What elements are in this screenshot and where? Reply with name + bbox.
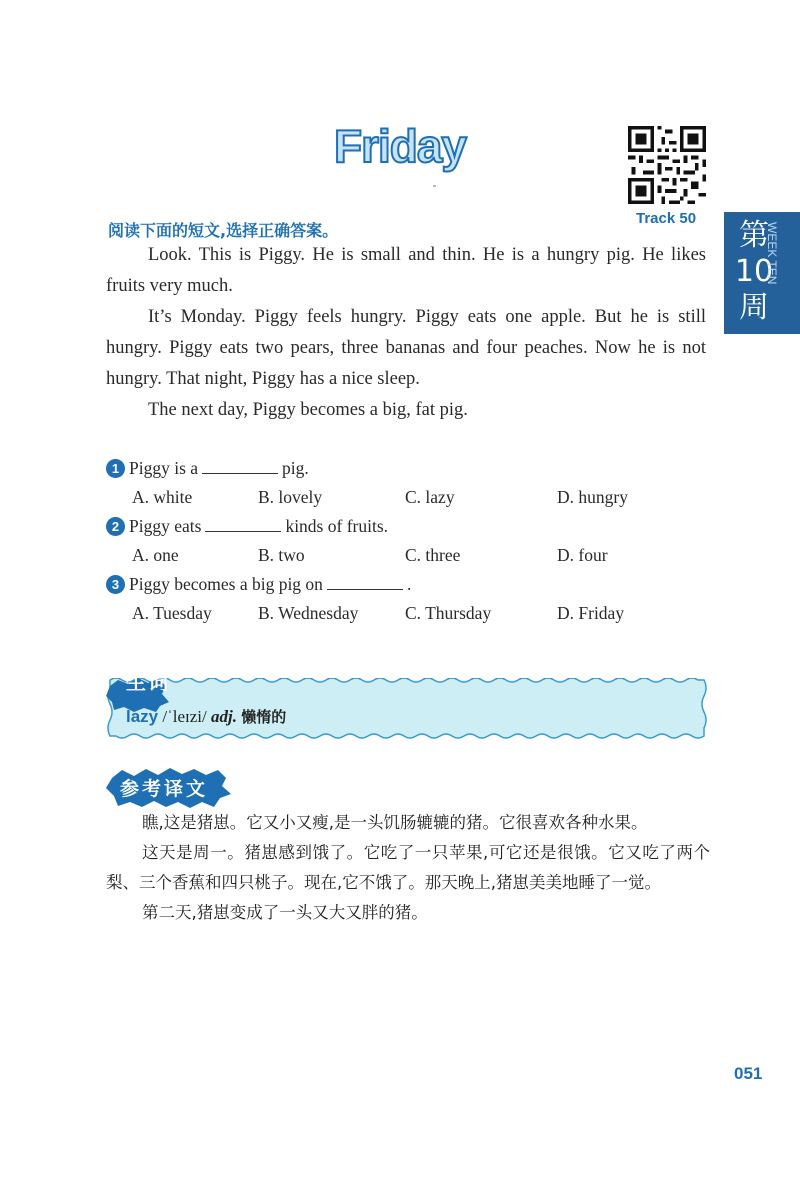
page-number: 051 <box>734 1064 763 1083</box>
passage-paragraph: The next day, Piggy becomes a big, fat pig. <box>148 400 468 420</box>
option-a[interactable]: A. Tuesday <box>132 603 212 623</box>
question-1-options <box>106 483 706 512</box>
translation-paragraph: 第二天,猪崽变成了一头又大又胖的猪。 <box>142 903 428 922</box>
answer-blank[interactable] <box>327 575 403 590</box>
question-2 <box>106 512 706 541</box>
vocabulary-meaning: 懒惰的 <box>241 708 287 726</box>
week-tab <box>724 212 800 334</box>
question-2-options <box>106 541 706 570</box>
option-b[interactable]: B. lovely <box>258 487 323 507</box>
option-d[interactable]: D. four <box>557 545 608 565</box>
reading-passage <box>106 240 706 426</box>
vocabulary-entry <box>126 706 286 727</box>
question-number-badge: 3 <box>106 575 125 594</box>
vocabulary-phonetic: /ˈleɪzi/ <box>162 707 207 726</box>
question-number-badge: 1 <box>106 459 125 478</box>
question-text: Piggy eats <box>129 516 202 536</box>
question-text: kinds of fruits. <box>285 516 389 536</box>
title-dot <box>433 185 436 187</box>
question-text: pig. <box>282 458 309 478</box>
vocabulary-label: 生词 <box>126 670 170 694</box>
option-c[interactable]: C. Thursday <box>405 603 492 623</box>
question-1 <box>106 454 706 483</box>
page-title: Friday <box>333 120 467 172</box>
question-3 <box>106 570 706 599</box>
week-tab-chinese: 第10周 <box>734 218 774 325</box>
answer-blank[interactable] <box>205 517 281 532</box>
vocabulary-part-of-speech: adj. <box>211 707 237 726</box>
translation-paragraph: 瞧,这是猪崽。它又小又瘦,是一头饥肠辘辘的猪。它很喜欢各种水果。 <box>142 813 648 832</box>
vocabulary-word: lazy <box>126 707 159 726</box>
option-b[interactable]: B. Wednesday <box>258 603 359 623</box>
option-d[interactable]: D. hungry <box>557 487 628 507</box>
question-text: Piggy becomes a big pig on <box>129 574 323 594</box>
qr-code-icon[interactable] <box>628 126 706 204</box>
question-text: Piggy is a <box>129 458 199 478</box>
option-a[interactable]: A. one <box>132 545 179 565</box>
passage-paragraph: Look. This is Piggy. He is small and thin. He is a hungry pig. He likes fruits very much. <box>106 245 706 296</box>
question-list <box>106 454 706 628</box>
vocabulary-box <box>106 670 708 740</box>
week-tab-english: WEEK TEN <box>765 222 779 285</box>
option-a[interactable]: A. white <box>132 487 193 507</box>
passage-paragraph: It’s Monday. Piggy feels hungry. Piggy eats one apple. But he is still hungry. Piggy eats two pears, three bananas and four peaches. Now he is not hungry. That night, Piggy has a nice sleep. <box>106 307 706 389</box>
reference-translation <box>106 808 710 928</box>
track-label: Track 50 <box>636 210 697 227</box>
question-3-options <box>106 599 706 628</box>
instruction: 阅读下面的短文,选择正确答案。 <box>108 221 339 240</box>
question-number-badge: 2 <box>106 517 125 536</box>
reference-label: 参考译文 <box>120 778 209 800</box>
option-c[interactable]: C. three <box>405 545 461 565</box>
question-text: . <box>406 574 412 594</box>
translation-paragraph: 这天是周一。猪崽感到饿了。它吃了一只苹果,可它还是很饿。它又吃了两个梨、三个香蕉和四只桃子。现在,它不饿了。那天晚上,猪崽美美地睡了一觉。 <box>106 843 710 892</box>
option-b[interactable]: B. two <box>258 545 305 565</box>
option-c[interactable]: C. lazy <box>405 487 455 507</box>
answer-blank[interactable] <box>202 459 278 474</box>
option-d[interactable]: D. Friday <box>557 603 625 623</box>
